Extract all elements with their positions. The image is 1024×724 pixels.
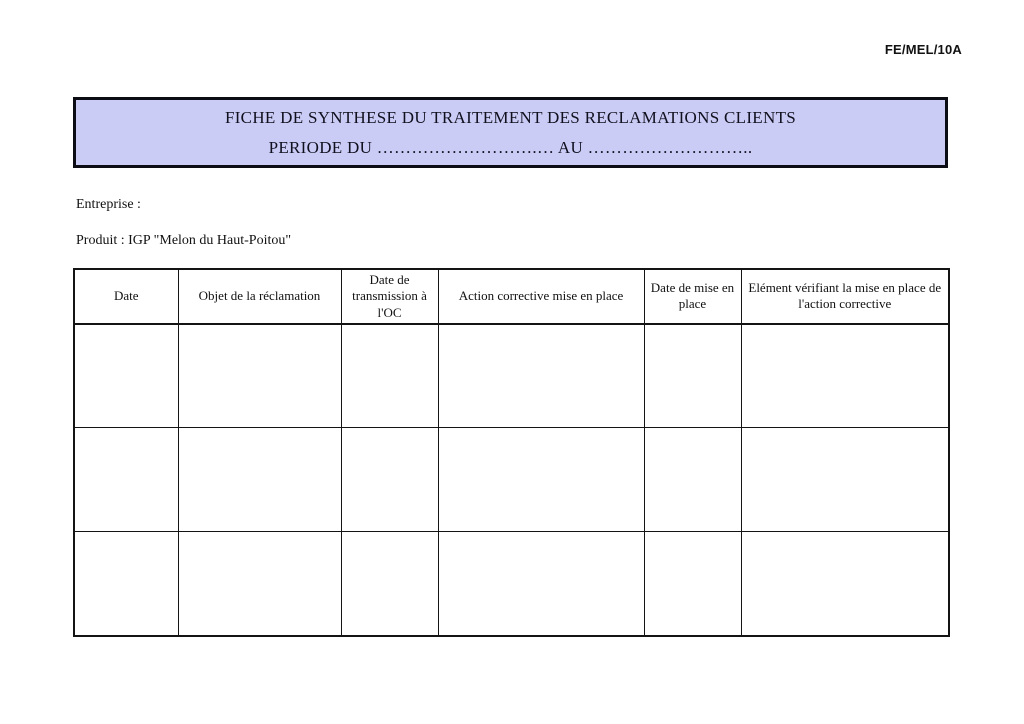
document-title: FICHE DE SYNTHESE DU TRAITEMENT DES RECLAMATIONS CLIENTS — [224, 107, 797, 127]
column-header-action: Action corrective mise en place — [438, 269, 644, 324]
claims-table — [73, 268, 950, 637]
table-cell — [438, 324, 644, 428]
table-cell — [741, 428, 949, 532]
column-header-element-verifiant: Elément vérifiant la mise en place de l'action corrective — [741, 269, 949, 324]
produit-label: Produit : IGP "Melon du Haut-Poitou" — [76, 233, 292, 248]
header-row — [74, 269, 949, 324]
table-cell — [178, 428, 341, 532]
table-row — [74, 428, 949, 532]
table-cell — [74, 532, 178, 636]
column-header-transmission: Date de transmission à l'OC — [341, 269, 438, 324]
table-row — [74, 532, 949, 636]
table-cell — [741, 324, 949, 428]
table-cell — [644, 324, 741, 428]
entreprise-label: Entreprise : — [76, 197, 141, 212]
table-cell — [74, 324, 178, 428]
table-cell — [644, 532, 741, 636]
column-header-objet: Objet de la réclamation — [178, 269, 341, 324]
table-cell — [178, 532, 341, 636]
table-cell — [438, 428, 644, 532]
table-cell — [341, 324, 438, 428]
table-cell — [341, 532, 438, 636]
title-banner — [73, 97, 948, 168]
column-header-mise-en-place: Date de mise en place — [644, 269, 741, 324]
table-cell — [178, 324, 341, 428]
table-cell — [741, 532, 949, 636]
column-header-date: Date — [74, 269, 178, 324]
table-cell — [74, 428, 178, 532]
table-row — [74, 324, 949, 428]
table-cell — [438, 532, 644, 636]
period-line: PERIODE DU ……………………….… AU ……………………….. — [268, 137, 753, 157]
table-cell — [644, 428, 741, 532]
doc-reference: FE/MEL/10A — [884, 42, 962, 57]
table-cell — [341, 428, 438, 532]
